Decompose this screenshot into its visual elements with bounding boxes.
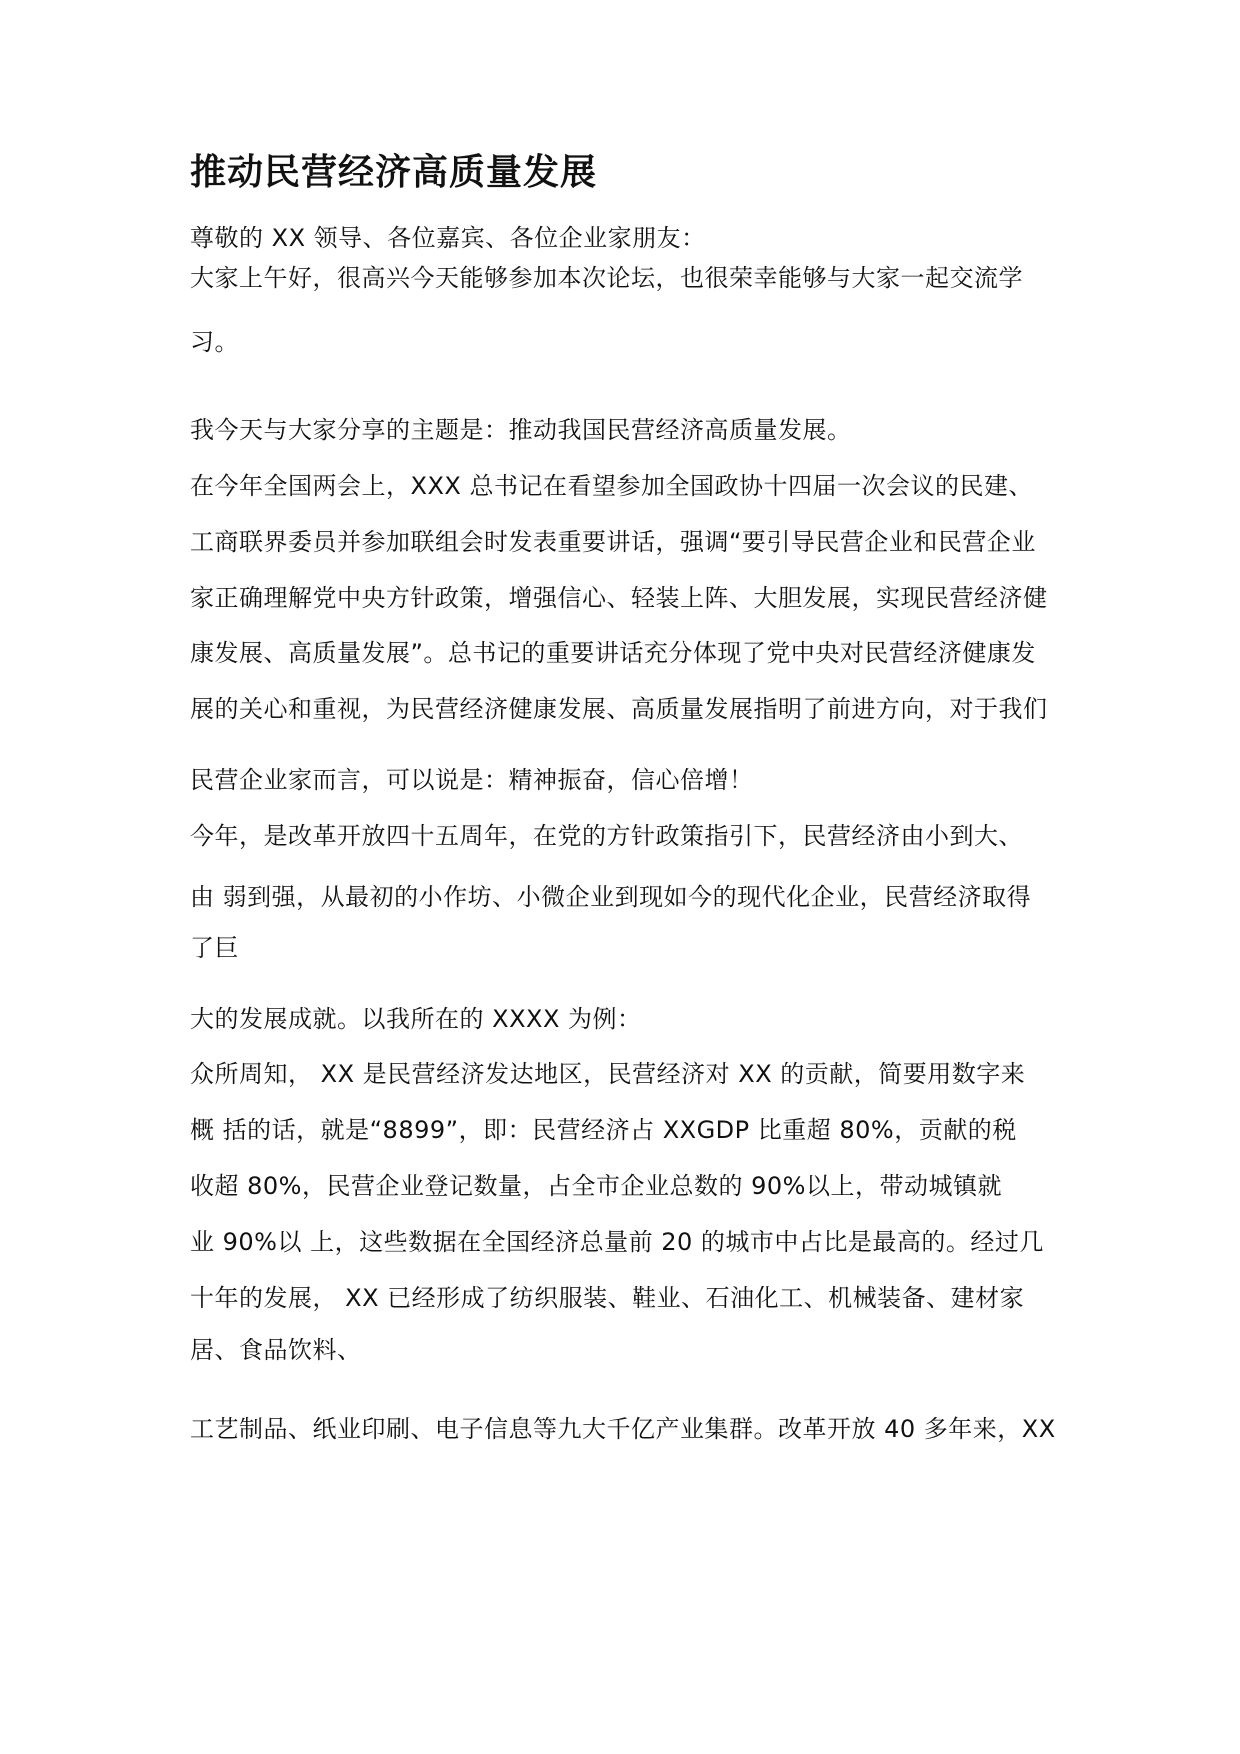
text-line: 大的发展成就。以我所在的 XXXX 为例： xyxy=(190,1005,642,1033)
text-line: 大家上午好，很高兴今天能够参加本次论坛，也很荣幸能够与大家一起交流学 xyxy=(190,264,1023,292)
text-line: 我今天与大家分享的主题是：推动我国民营经济高质量发展。 xyxy=(190,416,852,444)
text-line: 众所周知， XX 是民营经济发达地区，民营经济对 XX 的贡献，简要用数字来 xyxy=(190,1060,1026,1088)
document-title: 推动民营经济高质量发展 xyxy=(190,151,598,193)
text-line: 今年，是改革开放四十五周年，在党的方针政策指引下，民营经济由小到大、 xyxy=(190,822,1023,850)
text-line: 康发展、高质量发展”。总书记的重要讲话充分体现了党中央对民营经济健康发 xyxy=(190,639,1036,667)
text-line: 家正确理解党中央方针政策，增强信心、轻装上阵、大胆发展，实现民营经济健 xyxy=(190,584,1048,612)
text-line: 在今年全国两会上，XXX 总书记在看望参加全国政协十四届一次会议的民建、 xyxy=(190,472,1033,500)
text-line: 民营企业家而言，可以说是：精神振奋，信心倍增！ xyxy=(190,766,754,794)
text-line: 业 90%以 上，这些数据在全国经济总量前 20 的城市中占比是最高的。经过几 xyxy=(190,1228,1044,1256)
text-line: 居、食品饮料、 xyxy=(190,1336,362,1364)
text-line: 工商联界委员并参加联组会时发表重要讲话，强调“要引导民营企业和民营企业 xyxy=(190,528,1036,556)
text-line: 由 弱到强，从最初的小作坊、小微企业到现如今的现代化企业，民营经济取得 xyxy=(190,883,1032,911)
text-line: 工艺制品、纸业印刷、电子信息等九大千亿产业集群。改革开放 40 多年来，XX xyxy=(190,1415,1056,1443)
text-line: 十年的发展， XX 已经形成了纺织服装、鞋业、石油化工、机械装备、建材家 xyxy=(190,1284,1025,1312)
text-line: 展的关心和重视，为民营经济健康发展、高质量发展指明了前进方向，对于我们 xyxy=(190,695,1048,723)
text-line: 概 括的话，就是“8899”，即：民营经济占 XXGDP 比重超 80%，贡献的税 xyxy=(190,1116,1017,1144)
text-line: 了巨 xyxy=(190,934,239,962)
text-line: 尊敬的 XX 领导、各位嘉宾、各位企业家朋友： xyxy=(190,224,706,252)
text-line: 习。 xyxy=(190,328,239,356)
text-line: 收超 80%，民营企业登记数量，占全市企业总数的 90%以上，带动城镇就 xyxy=(190,1172,1002,1200)
